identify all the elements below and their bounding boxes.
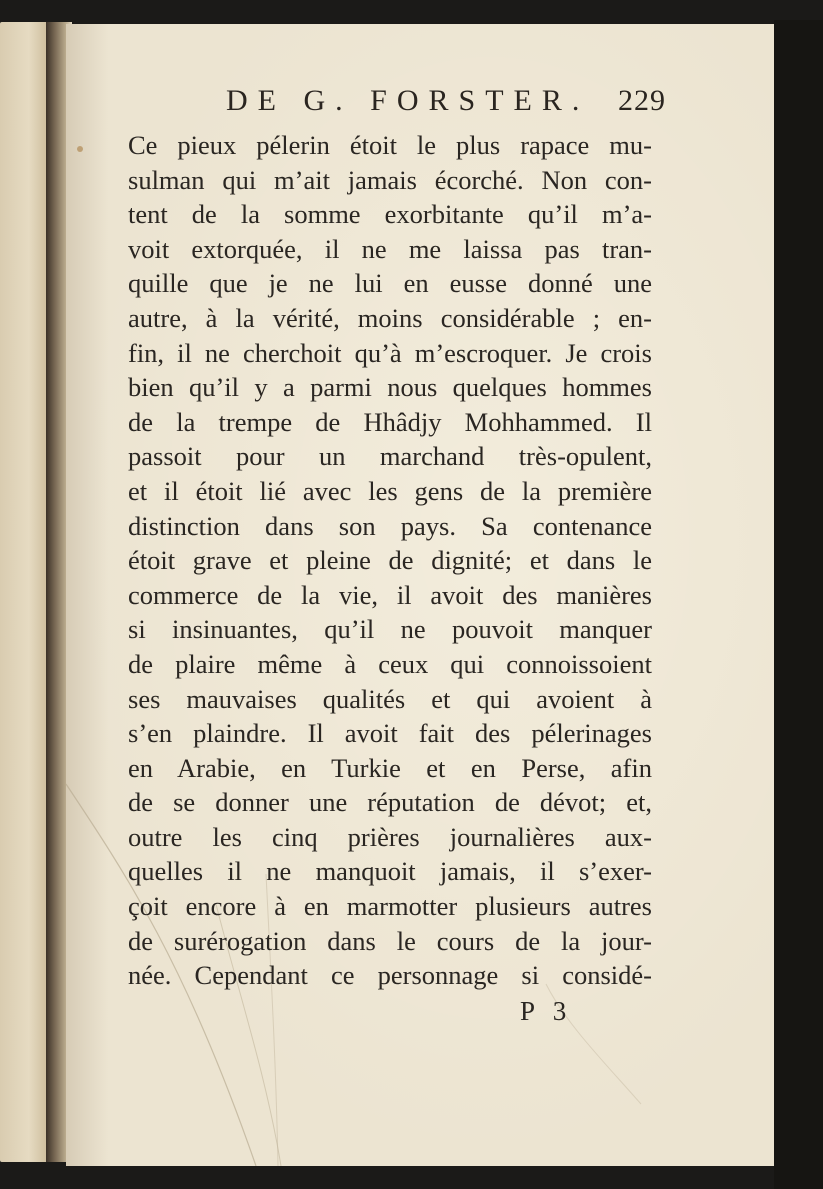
text-line: en Arabie, en Turkie et en Perse, afin [128, 752, 652, 783]
running-head: DE G. FORSTER. [226, 84, 590, 117]
text-line: de se donner une réputation de dévot; et, [128, 787, 652, 818]
page-header [226, 84, 666, 124]
text-line: fin, il ne cherchoit qu’à m’escroquer. Je crois [128, 337, 652, 368]
text-line: Ce pieux pélerin étoit le plus rapace mu- [128, 130, 652, 160]
page-number: 229 [618, 84, 666, 117]
text-line: çoit encore à en marmotter plusieurs autres [128, 891, 652, 922]
text-line: née. Cependant ce personnage si considé- [128, 960, 652, 991]
text-line: distinction dans son pays. Sa contenance [128, 510, 652, 541]
text-line: sulman qui m’ait jamais écorché. Non con- [128, 164, 652, 195]
body-text [128, 128, 652, 993]
text-line: tent de la somme exorbitante qu’il m’a- [128, 199, 652, 230]
text-line: ses mauvaises qualités et qui avoient à [128, 683, 652, 714]
text-line: de la trempe de Hhâdjy Mohhammed. Il [128, 406, 652, 437]
book-page [66, 24, 776, 1166]
text-line: de plaire même à ceux qui connoissoient [128, 648, 652, 679]
text-line: bien qu’il y a parmi nous quelques hommes [128, 372, 652, 403]
facing-page-edge [0, 22, 48, 1162]
text-line: commerce de la vie, il avoit des manières [128, 579, 652, 610]
text-line: outre les cinq prières journalières aux- [128, 821, 652, 852]
text-line: si insinuantes, qu’il ne pouvoit manquer [128, 614, 652, 645]
text-line: voit extorquée, il ne me laissa pas tran- [128, 233, 652, 264]
text-line: quille que je ne lui en eusse donné une [128, 268, 652, 299]
text-line: étoit grave et pleine de dignité; et dans le [128, 545, 652, 576]
text-line: de surérogation dans le cours de la jour- [128, 925, 652, 956]
text-line: quelles il ne manquoit jamais, il s’exer- [128, 856, 652, 887]
text-line: autre, à la vérité, moins considérable ; en- [128, 302, 652, 333]
scan-background-edge [774, 20, 823, 1189]
text-line: et il étoit lié avec les gens de la première [128, 475, 652, 506]
text-line: s’en plaindre. Il avoit fait des pélerinages [128, 718, 652, 749]
signature-mark: P 3 [520, 996, 573, 1026]
text-line: passoit pour un marchand très-opulent, [128, 441, 652, 472]
